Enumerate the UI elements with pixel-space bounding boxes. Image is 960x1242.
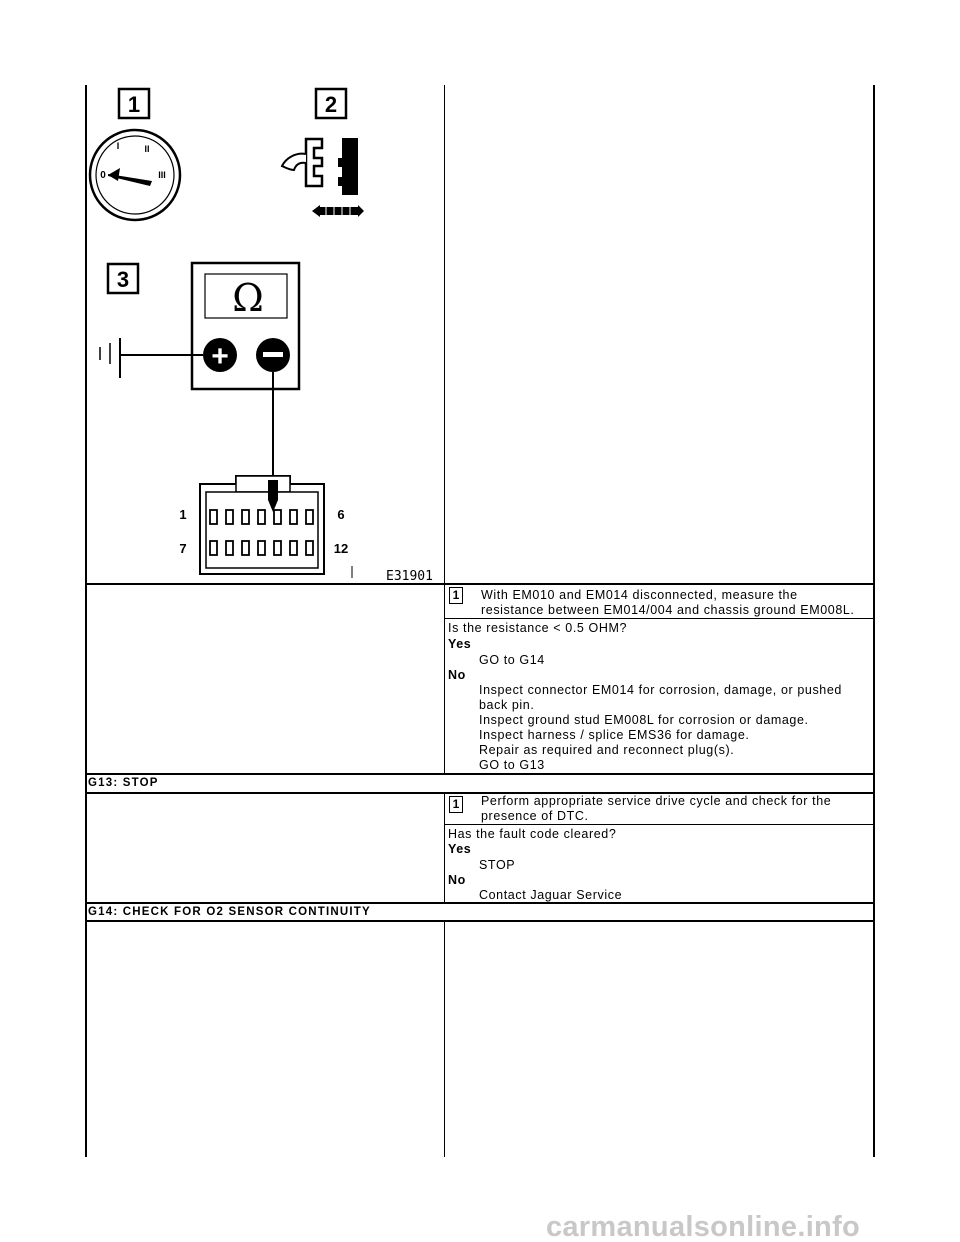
row-divider-g14-bottom (85, 920, 875, 922)
section-header-g13: G13: STOP (88, 777, 159, 789)
g13-yes-label: Yes (448, 842, 472, 856)
column-divider-g14 (444, 921, 445, 1157)
connector-disconnect-icon (282, 138, 364, 217)
watermark-banner (0, 1196, 960, 1242)
row-divider-step1 (444, 618, 875, 619)
no-label: No (448, 668, 466, 682)
pin-label-6: 6 (337, 507, 345, 522)
table-right-border (873, 85, 875, 1157)
no-action-2: back pin. (479, 698, 535, 712)
question-text: Is the resistance < 0.5 OHM? (448, 621, 628, 635)
ground-symbol-icon (100, 338, 203, 378)
ohm-symbol: Ω (232, 276, 264, 320)
instruction-line-2: resistance between EM014/004 and chassis ground EM008L. (481, 603, 855, 617)
no-action-6: GO to G13 (479, 758, 545, 772)
plus-symbol: + (211, 340, 229, 373)
callout-2-label: 2 (324, 92, 338, 117)
step-number-box: 1 (449, 587, 463, 604)
ignition-switch-icon (90, 130, 180, 220)
multimeter-icon (192, 263, 299, 389)
svg-text:III: III (158, 170, 166, 180)
test-diagram (86, 86, 444, 583)
g13-question-text: Has the fault code cleared? (448, 827, 617, 841)
callout-1 (119, 89, 149, 118)
row-divider-g13-top (85, 773, 875, 775)
column-divider-top (444, 85, 445, 775)
g13-step-number-box: 1 (449, 796, 463, 813)
connector-12pin-icon (200, 476, 324, 574)
callout-1-label: 1 (127, 92, 141, 117)
watermark-text: carmanualsonline.info (545, 1211, 861, 1242)
g13-no-action: Contact Jaguar Service (479, 888, 623, 902)
section-header-g14: G14: CHECK FOR O2 SENSOR CONTINUITY (88, 906, 371, 918)
svg-text:0: 0 (100, 170, 106, 181)
svg-text:I: I (116, 141, 120, 151)
instruction-line-1: With EM010 and EM014 disconnected, measure the (481, 588, 798, 602)
callout-2 (316, 89, 346, 118)
row-divider-g13-step (444, 824, 875, 825)
yes-action: GO to G14 (479, 653, 545, 667)
g13-instruction-line-1: Perform appropriate service drive cycle and check for the (481, 794, 832, 808)
no-action-3: Inspect ground stud EM008L for corrosion or damage. (479, 713, 809, 727)
callout-3 (108, 264, 138, 293)
pin-label-7: 7 (179, 541, 187, 556)
no-action-1: Inspect connector EM014 for corrosion, damage, or pushed (479, 683, 842, 697)
pin-label-1: 1 (179, 507, 187, 522)
callout-3-label: 3 (116, 267, 130, 292)
figure-id: E31901 (386, 569, 433, 583)
g13-yes-action: STOP (479, 858, 516, 872)
pin-label-12: 12 (333, 541, 349, 556)
g13-no-label: No (448, 873, 466, 887)
svg-text:II: II (144, 144, 150, 154)
g13-instruction-line-2: presence of DTC. (481, 809, 589, 823)
no-action-4: Inspect harness / splice EMS36 for damage. (479, 728, 750, 742)
row-divider-figure (85, 583, 875, 585)
column-divider-g13 (444, 793, 445, 903)
no-action-5: Repair as required and reconnect plug(s). (479, 743, 735, 757)
yes-label: Yes (448, 637, 472, 651)
